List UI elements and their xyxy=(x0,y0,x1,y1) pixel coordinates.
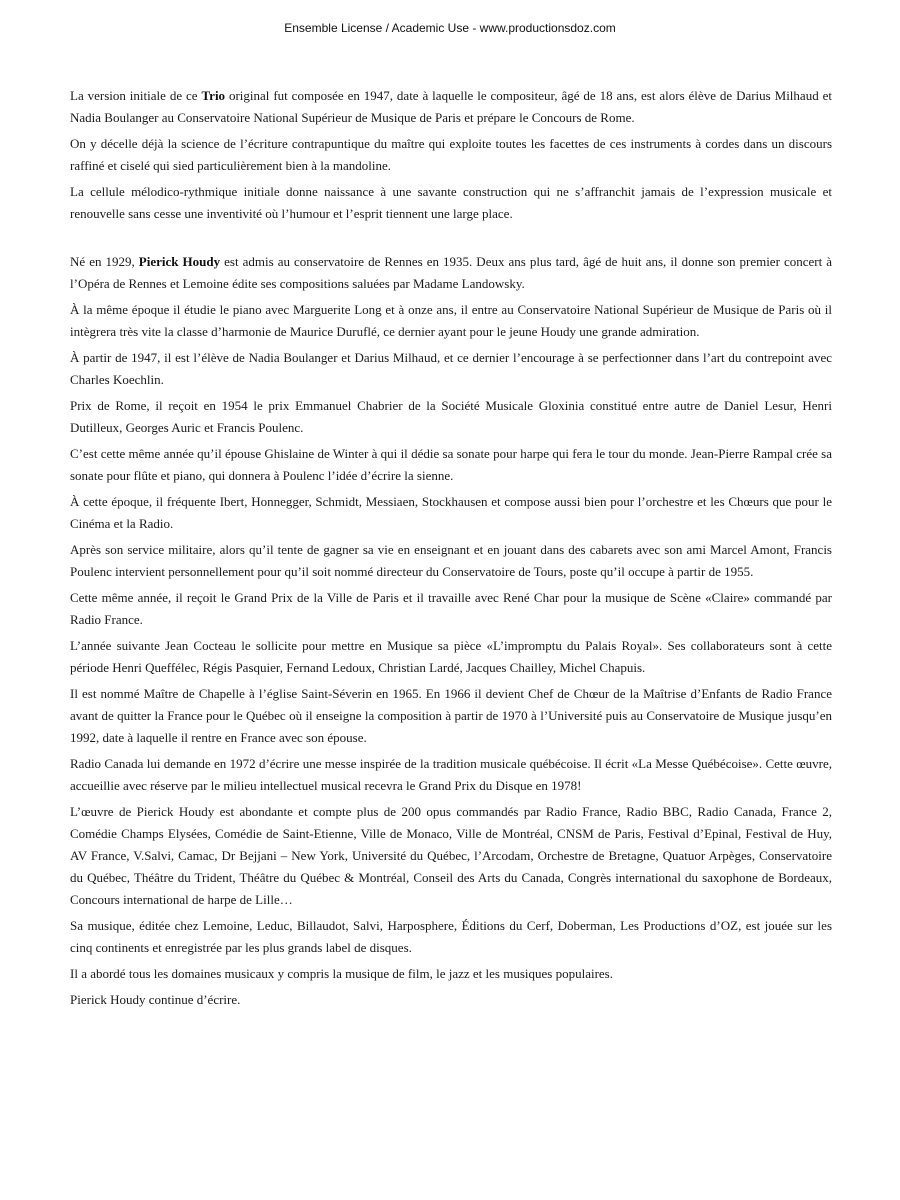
trio-paragraph-1 xyxy=(70,85,832,129)
bio-paragraph: Radio Canada lui demande en 1972 d’écrire une messe inspirée de la tradition musicale québécoise. Il écrit «La Messe Québécoise». Cette œuvre, accueillie avec réserve par le milieu intellectuel musical recevra le Grand Prix du Disque en 1978! xyxy=(70,756,832,793)
text-run: Né en 1929, xyxy=(70,254,139,269)
bio-paragraph: Il a abordé tous les domaines musicaux y compris la musique de film, le jazz et les musiques populaires. xyxy=(70,966,613,981)
section-spacer xyxy=(70,229,832,251)
bold-composer-name: Pierick Houdy xyxy=(138,254,221,269)
bio-paragraph: L’œuvre de Pierick Houdy est abondante et compte plus de 200 opus commandés par Radio France, Radio BBC, Radio Canada, France 2, Comédie Champs Elysées, Comédie de Saint-Etienne, Ville de Monaco, Ville de Montréal, CNSM de Paris, Festival d’Epinal, Festival de Huy, AV France, V.Salvi, Camac, Dr Bejjani – New York, Université du Québec, l’Arcodam, Orchestre de Bretagne, Quatuor Arpèges, Conservatoire du Québec, Théâtre du Trident, Théâtre du Québec & Montréal, Conseil des Arts du Canada, Congrès international du saxophone de Bordeaux, Concours international de harpe de Lille… xyxy=(70,804,832,907)
text-run: La version initiale de ce xyxy=(70,88,202,103)
bio-paragraph-1 xyxy=(70,251,832,295)
document-body xyxy=(70,85,832,1015)
composer-biography xyxy=(70,251,832,1011)
text-run: original fut composée en 1947, date à laquelle le compositeur, âgé de 18 ans, est alors élève de Darius Milhaud et Nadia Boulanger au Conservatoire National Supérieur de Musique de Paris et prépare le Concours de Rome. xyxy=(70,88,832,125)
bio-paragraph: Après son service militaire, alors qu’il tente de gagner sa vie en enseignant et en jouant dans des cabarets avec son ami Marcel Amont, Francis Poulenc intervient personnellement pour qu’il soit nommé directeur du Conservatoire de Tours, poste qu’il occupe à partir de 1955. xyxy=(70,542,832,579)
bio-paragraph: Il est nommé Maître de Chapelle à l’église Saint-Séverin en 1965. En 1966 il devient Chef de Chœur de la Maîtrise d’Enfants de Radio France avant de quitter la France pour le Québec où il enseigne la composition à partir de 1970 à l’Université puis au Conservatoire de Musique jusqu’en 1992, date à laquelle il rentre en France avec son épouse. xyxy=(70,686,832,745)
trio-paragraph-3: La cellule mélodico-rythmique initiale donne naissance à une savante construction qui ne s’affranchit jamais de l’expression musicale et renouvelle sans cesse une inventivité où l’humour et l’esprit tiennent une large place. xyxy=(70,184,832,221)
bio-paragraph: À cette époque, il fréquente Ibert, Honnegger, Schmidt, Messiaen, Stockhausen et compose aussi bien pour l’orchestre et les Chœurs que pour le Cinéma et la Radio. xyxy=(70,494,832,531)
trio-description xyxy=(70,85,832,225)
bio-paragraph: Cette même année, il reçoit le Grand Prix de la Ville de Paris et il travaille avec René Char pour la musique de Scène «Claire» commandé par Radio France. xyxy=(70,590,832,627)
bio-paragraph: À la même époque il étudie le piano avec Marguerite Long et à onze ans, il entre au Conservatoire National Supérieur de Musique de Paris où il intègrera très vite la classe d’harmonie de Maurice Duruflé, ce dernier ayant pour le jeune Houdy une grande admiration. xyxy=(70,302,832,339)
bio-paragraph: C’est cette même année qu’il épouse Ghislaine de Winter à qui il dédie sa sonate pour harpe qui fera le tour du monde. Jean-Pierre Rampal crée sa sonate pour flûte et piano, qui donnera à Poulenc l’idée d’écrire la sienne. xyxy=(70,446,832,483)
bio-paragraph: Pierick Houdy continue d’écrire. xyxy=(70,992,241,1007)
bio-paragraph: L’année suivante Jean Cocteau le sollicite pour mettre en Musique sa pièce «L’impromptu du Palais Royal». Ses collaborateurs sont à cette période Henri Queffélec, Régis Pasquier, Fernand Ledoux, Christian Lardé, Jacques Chailley, Michel Chapuis. xyxy=(70,638,832,675)
bio-paragraph: Sa musique, éditée chez Lemoine, Leduc, Billaudot, Salvi, Harposphere, Éditions du Cerf, Doberman, Les Productions d’OZ, est jouée sur les cinq continents et enregistrée par les plus grands label de disques. xyxy=(70,918,832,955)
trio-paragraph-2: On y décelle déjà la science de l’écriture contrapuntique du maître qui exploite toutes les facettes de ces instruments à cordes dans un discours raffiné et ciselé qui sied particulièrement bien à la mandoline. xyxy=(70,136,832,173)
bio-paragraph: Prix de Rome, il reçoit en 1954 le prix Emmanuel Chabrier de la Société Musicale Gloxinia constitué entre autre de Daniel Lesur, Henri Dutilleux, Georges Auric et Francis Poulenc. xyxy=(70,398,832,435)
bio-paragraph: À partir de 1947, il est l’élève de Nadia Boulanger et Darius Milhaud, et ce dernier l’encourage à se perfectionner dans l’art du contrepoint avec Charles Koechlin. xyxy=(70,350,832,387)
bold-term-trio: Trio xyxy=(201,88,226,103)
text-run: est admis au conservatoire de Rennes en 1935. Deux ans plus tard, âgé de huit ans, il donne son premier concert à l’Opéra de Rennes et Lemoine édite ses compositions saluées par Madame Landowsky. xyxy=(70,254,833,291)
license-header: Ensemble License / Academic Use - www.productionsdoz.com xyxy=(284,21,616,35)
